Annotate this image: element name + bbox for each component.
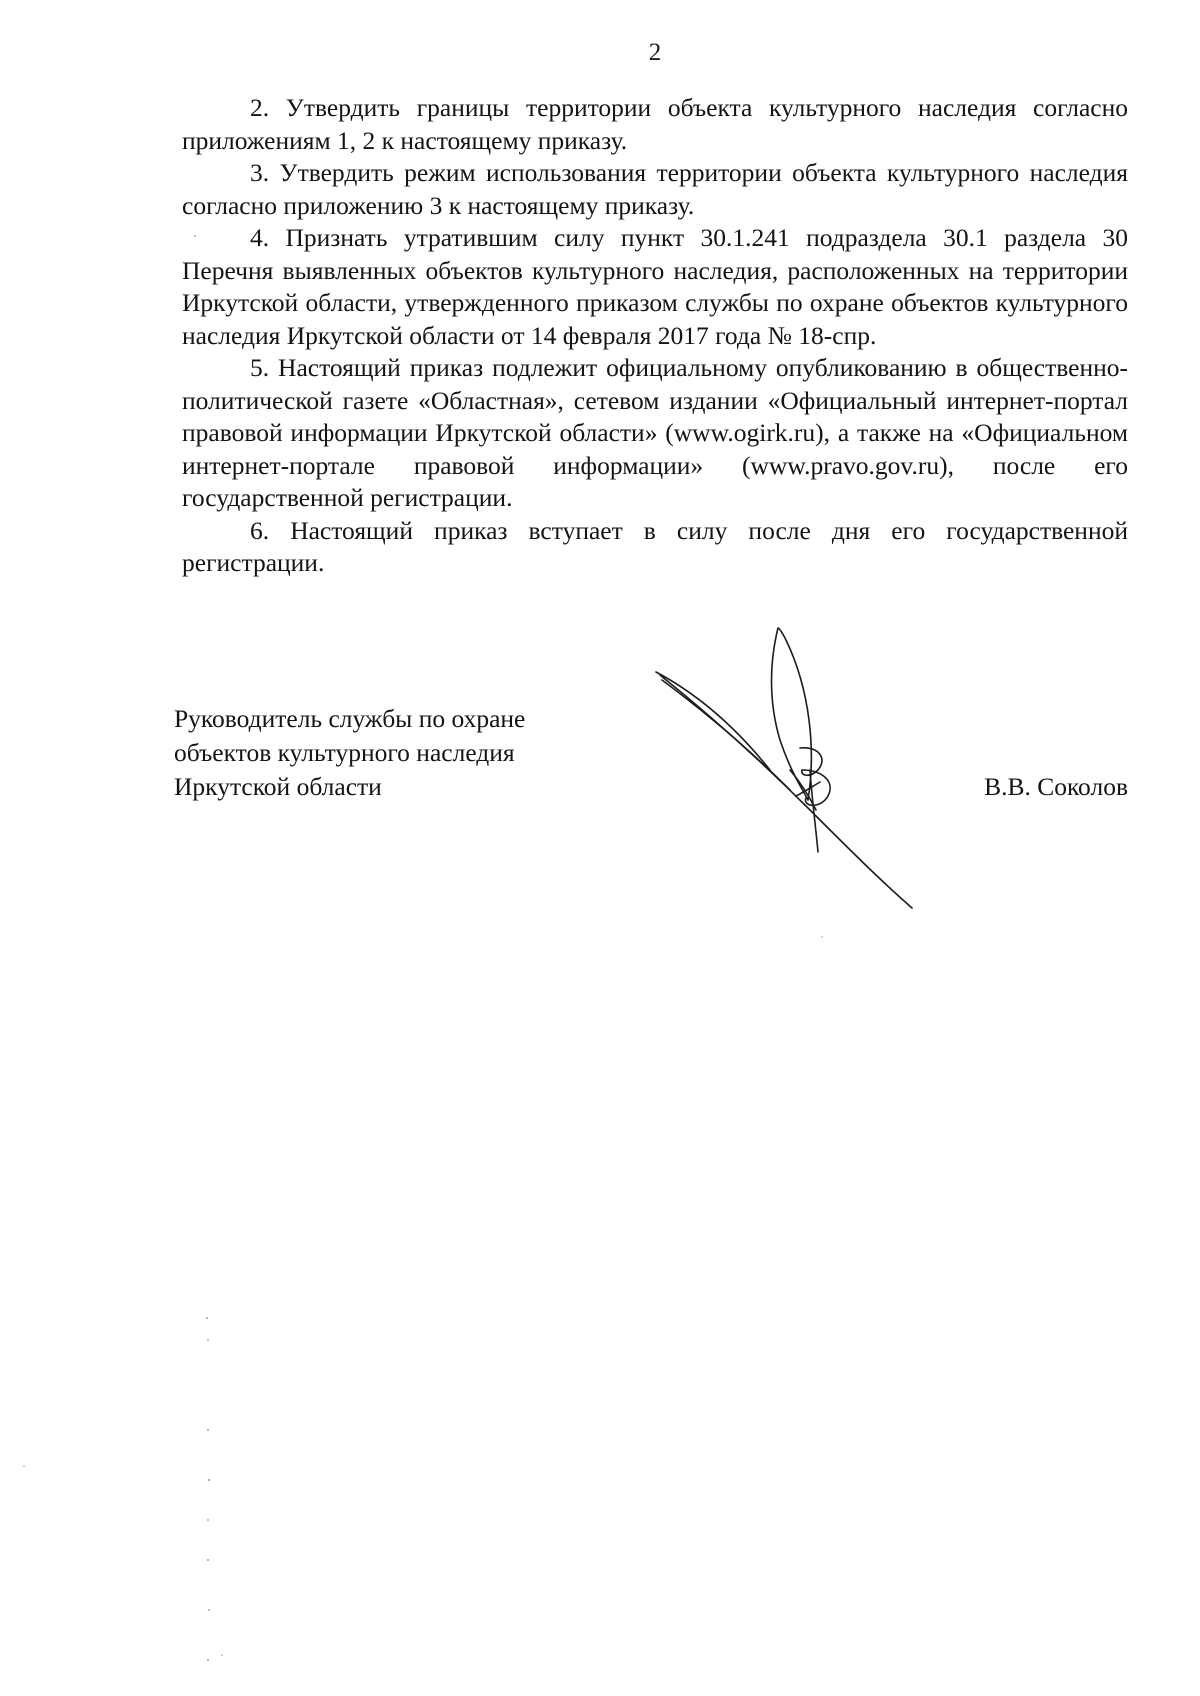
paragraph-5: 5. Настоящий приказ подлежит официальному опубликованию в общественно-политической газете «Областная», сетевом издании «Официальный интернет-портал правовой информации Иркутской области» (www.ogirk.ru), а также на «Официальном интернет-портале правовой информации» (www.pravo.gov.ru), после его государственной регистрации. [182,353,1128,512]
paragraph-3: 3. Утвердить режим использования территории объекта культурного наследия согласно приложению 3 к настоящему приказу. [182,158,1128,220]
paragraph-4: 4. Признать утратившим силу пункт 30.1.241 подраздела 30.1 раздела 30 Перечня выявленных объектов культурного наследия, расположенных на территории Иркутской области, утвержденного приказом службы по охране объектов культурного наследия Иркутской области от 14 февраля 2017 года № 18-спр. [182,223,1128,350]
signer-position-line: объектов культурного наследия [174,738,515,767]
signer-position-line: Иркутской области [174,772,382,801]
paragraph-2: 2. Утвердить границы территории объекта культурного наследия согласно приложениям 1, 2 к настоящему приказу. [182,93,1128,155]
signer-name: В.В. Соколов [984,772,1128,801]
handwritten-signature [650,620,930,910]
signer-position-line: Руководитель службы по охране [174,704,526,733]
order-body-text [182,92,1128,580]
paragraph-6: 6. Настоящий приказ вступает в силу после дня его государственной регистрации. [182,515,1128,577]
page-number: 2 [648,39,662,66]
signer-position [174,702,614,804]
